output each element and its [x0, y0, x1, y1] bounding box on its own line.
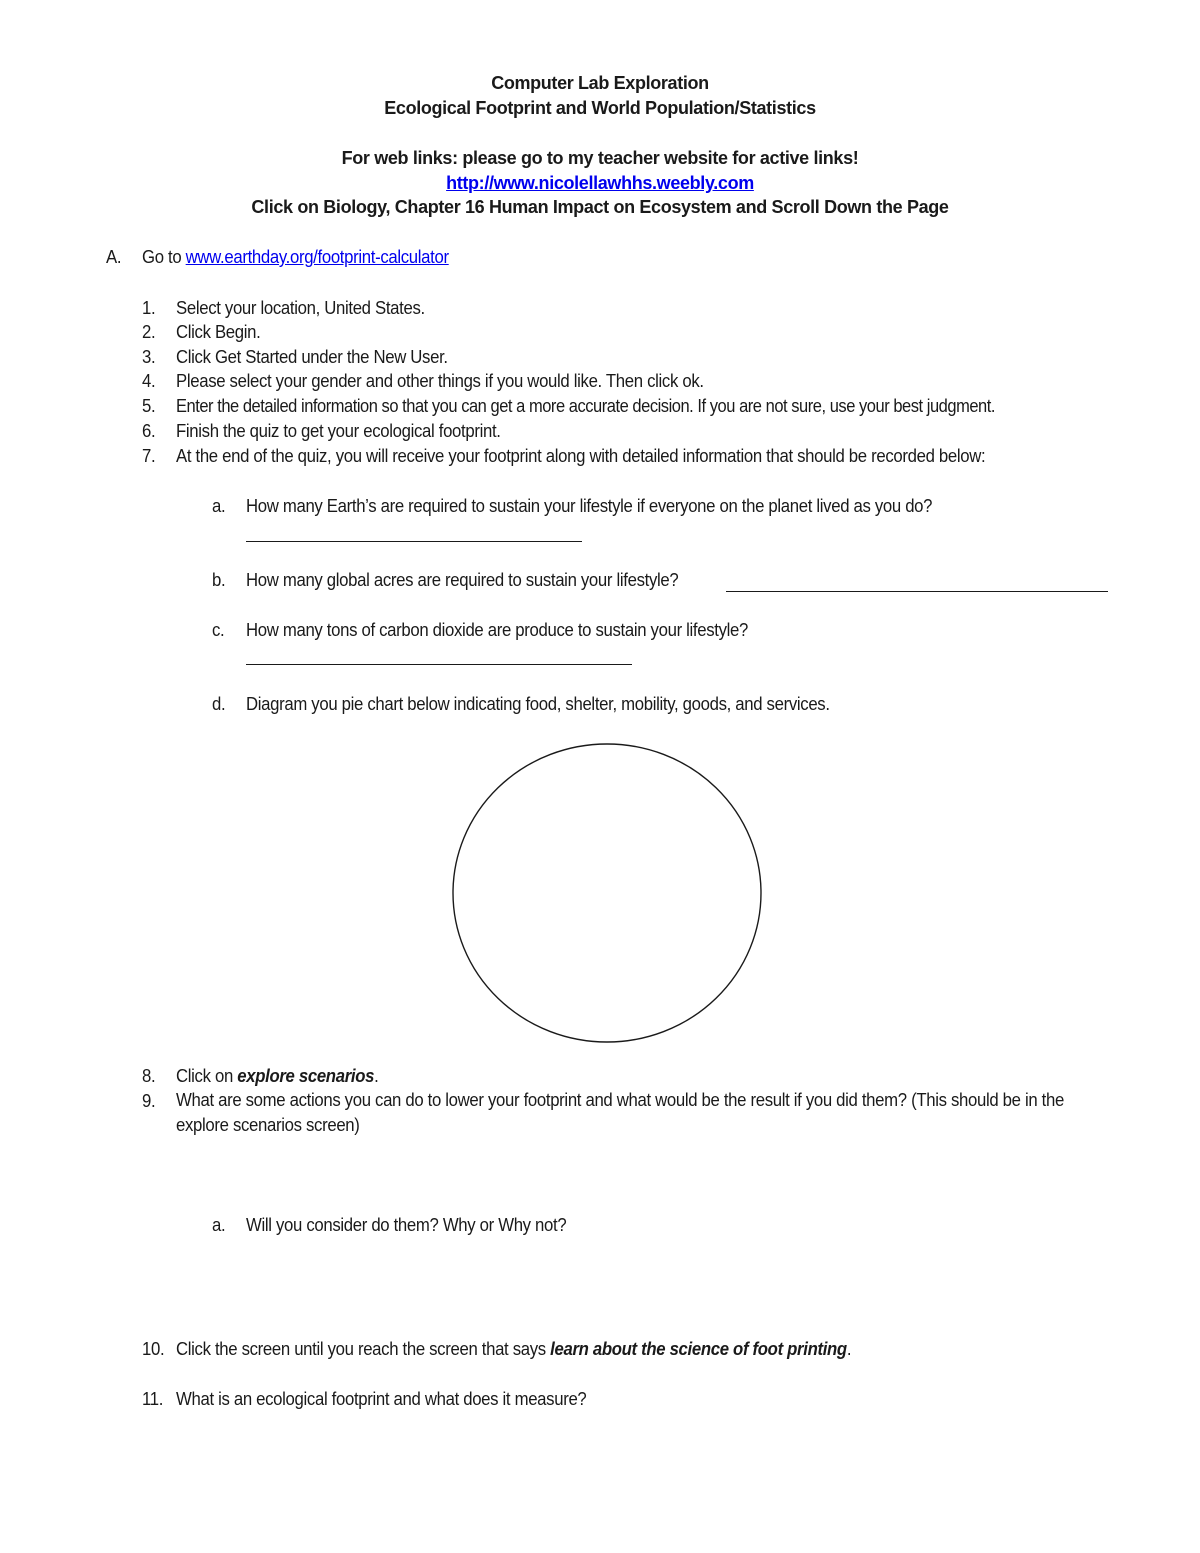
question-text: How many global acres are required to sustain your lifestyle? — [246, 570, 679, 590]
answer-line-a[interactable] — [246, 541, 582, 542]
step-text: Finish the quiz to get your ecological footprint. — [176, 421, 501, 441]
step-number: 1. — [142, 298, 156, 318]
answer-line-c[interactable] — [246, 664, 632, 665]
pie-chart-outline — [453, 744, 761, 1042]
step-number: 11. — [142, 1389, 164, 1409]
step-8-text — [176, 1065, 378, 1087]
question-text: Will you consider do them? Why or Why not? — [246, 1215, 567, 1235]
step-number: 6. — [142, 421, 156, 441]
step-8-emphasis: explore scenarios — [237, 1066, 375, 1086]
navigation-instruction: Click on Biology, Chapter 16 Human Impact on Ecosystem and Scroll Down the Page — [251, 197, 949, 217]
step-8-prefix: Click on — [176, 1066, 238, 1086]
question-text: How many Earth’s are required to sustain your lifestyle if everyone on the planet lived as you do? — [246, 496, 933, 516]
step-number: 3. — [142, 347, 156, 367]
step-number: 10. — [142, 1339, 165, 1359]
step-text: At the end of the quiz, you will receive your footprint along with detailed information that should be recorded below: — [176, 446, 986, 466]
step-10-emphasis: learn about the science of foot printing — [550, 1339, 847, 1359]
question-letter: b. — [212, 570, 226, 590]
section-a-goto — [142, 246, 449, 268]
step-text: Enter the detailed information so that you can get a more accurate decision. If you are not sure, use your best judgment. — [176, 396, 995, 416]
question-letter: d. — [212, 694, 226, 714]
step-8-suffix: . — [374, 1066, 379, 1086]
answer-line-b[interactable] — [726, 591, 1108, 592]
web-links-note: For web links: please go to my teacher website for active links! — [341, 148, 859, 168]
blank-pie-chart-circle[interactable] — [450, 741, 764, 1045]
step-11-text: What is an ecological footprint and what does it measure? — [176, 1389, 587, 1409]
teacher-website-link[interactable]: http://www.nicolellawhhs.weebly.com — [446, 173, 754, 193]
page-subtitle: Ecological Footprint and World Population/Statistics — [384, 98, 816, 118]
step-9-text: What are some actions you can do to lower your footprint and what would be the result if you did them? (This should be in the explore scenarios screen) — [176, 1090, 1064, 1135]
step-number: 8. — [142, 1066, 156, 1086]
goto-prefix: Go to — [142, 247, 186, 267]
section-a-label: A. — [106, 247, 122, 267]
question-letter: c. — [212, 620, 225, 640]
step-10-prefix: Click the screen until you reach the screen that says — [176, 1339, 551, 1359]
step-number: 5. — [142, 396, 156, 416]
step-text: Click Get Started under the New User. — [176, 347, 448, 367]
step-10-text — [176, 1338, 851, 1360]
question-letter: a. — [212, 1215, 226, 1235]
step-text: Select your location, United States. — [176, 298, 425, 318]
step-text: Click Begin. — [176, 322, 261, 342]
question-letter: a. — [212, 496, 226, 516]
step-10-suffix: . — [846, 1339, 852, 1359]
step-text: Please select your gender and other things if you would like. Then click ok. — [176, 371, 704, 391]
step-number: 4. — [142, 371, 156, 391]
step-number: 2. — [142, 322, 156, 342]
step-number: 7. — [142, 446, 156, 466]
question-text: Diagram you pie chart below indicating food, shelter, mobility, goods, and services. — [246, 694, 830, 714]
question-text: How many tons of carbon dioxide are produce to sustain your lifestyle? — [246, 620, 749, 640]
step-number: 9. — [142, 1091, 156, 1111]
footprint-calculator-link[interactable]: www.earthday.org/footprint-calculator — [185, 247, 449, 267]
page-title: Computer Lab Exploration — [491, 73, 709, 93]
